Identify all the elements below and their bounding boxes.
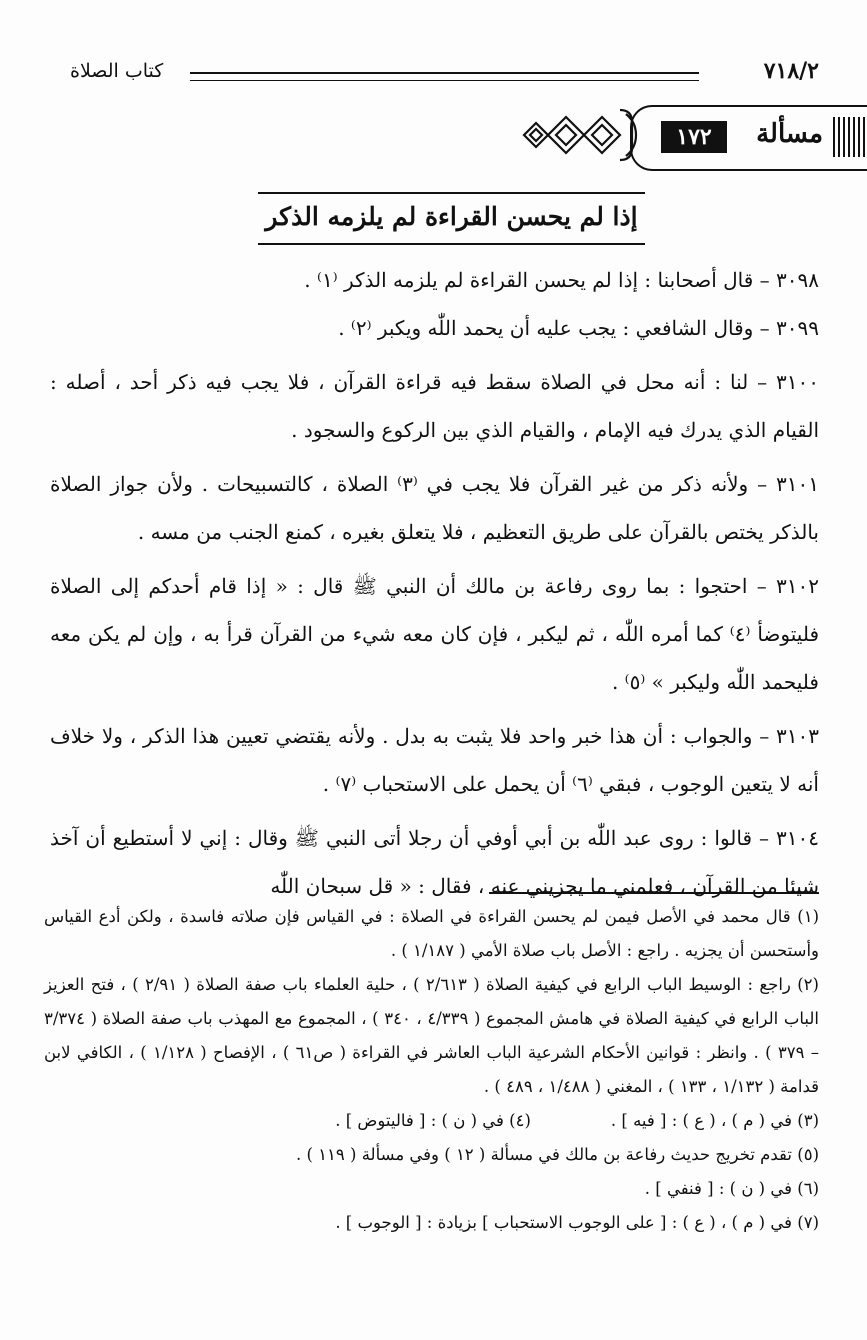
book-title: كتاب الصلاة [70,60,164,82]
chapter-title: إذا لم يحسن القراءة لم يلزمه الذكر [258,192,645,245]
masala-banner [630,105,867,171]
footnote-2: (٢) راجع : الوسيط الباب الرابع في كيفية الصلاة ( ٢/٦١٣ ) ، حلية العلماء باب صفة الصلاة ( ٢/٩١ ) ، فتح العزيز الباب الرابع في كيفية الصلاة في هامش المجموع ( ٤/٣٣٩ ، ٣٤٠ ) ، المجموع مع المهذب باب صفة الصلاة ( ٣/٣٧٤ – ٣٧٩ ) . وانظر : قوانين الأحكام الشرعية الباب العاشر في القراءة ( ص٦١ ) ، الإفصاح ( ١/١٢٨ ) ، الكافي لابن قدامة ( ١/١٣٢ ، ١٣٣ ) ، المغني ( ١/٤٨٨ ، ٤٨٩ ) . [44,975,820,1096]
paragraph-3104: ٣١٠٤ – قالوا : روى عبد اللّٰه بن أبي أوفي أن رجلا أتى النبي ﷺ وقال : إني لا أستطيع أن آخذ شيئا من القرآن ، فعلمني ما يجزيني عنه ، فقال : « قل سبحان اللّٰه [50,826,819,898]
footnote-7: (٧) في ( م ) ، ( ع ) : [ على الوجوب الاستحباب ] بزيادة : [ الوجوب ] . [335,1213,819,1232]
header-rule [190,72,699,81]
main-text [50,256,819,910]
paragraph-3100: ٣١٠٠ – لنا : أنه محل في الصلاة سقط فيه قراءة القرآن ، فلا يجب فيه ذكر أحد ، أصله : القيام الذي يدرك فيه الإمام ، والقيام الذي بين الركوع والسجود . [50,370,819,442]
knot-ornament [520,100,644,170]
masala-label: مسألة [756,119,823,149]
footnote-4: (٤) في ( ن ) : [ فالیتوض ] . [335,1111,531,1130]
paragraph-3103: ٣١٠٣ – والجواب : أن هذا خبر واحد فلا يثبت به بدل . ولأنه يقتضي تعيين هذا الذكر ، ولا خلاف أنه لا يتعين الوجوب ، فبقي ⁽٦⁾ أن يحمل على الاستحباب ⁽٧⁾ . [50,724,819,796]
footnote-divider [489,892,819,894]
paragraph-3102: ٣١٠٢ – احتجوا : بما روى رفاعة بن مالك أن النبي ﷺ قال : « إذا قام أحدكم إلى الصلاة فليتوضأ ⁽٤⁾ كما أمره اللّٰه ، ثم ليكبر ، فإن كان معه شيء من القرآن قرأ به ، وإن لم يكن معه فليحمد اللّٰه وليكبر » ⁽٥⁾ . [50,574,819,694]
footnote-row-3-4 [44,1104,819,1138]
page-number: ٧١٨/٢ [763,58,819,84]
footnote-1: (١) قال محمد في الأصل فيمن لم يحسن القراءة في الصلاة : في القياس فإن صلاته فاسدة ، ولكن أدع القياس وأستحسن أن يجزيه . راجع : الأصل باب صلاة الأمي ( ١/١٨٧ ) . [44,907,819,960]
banner-bars-ornament [833,117,867,157]
paragraph-3099: ٣٠٩٩ – وقال الشافعي : يجب عليه أن يحمد اللّٰه ويكبر ⁽٢⁾ . [338,316,819,340]
footnotes [44,900,819,1240]
footnote-3: (٣) في ( م ) ، ( ع ) : [ فيه ] . [610,1111,819,1130]
footnote-5: (٥) تقدم تخريج حديث رفاعة بن مالك في مسألة ( ١٢ ) وفي مسألة ( ١١٩ ) . [296,1145,819,1164]
paragraph-3101: ٣١٠١ – ولأنه ذكر من غير القرآن فلا يجب في ⁽٣⁾ الصلاة ، كالتسبيحات . ولأن جواز الصلاة بالذكر يختص بالقرآن على طريق التعظيم ، فلا يتعلق بغيره ، كمنع الجنب من مسه . [50,472,819,544]
masala-number: ١٧٢ [661,121,727,153]
running-header [70,58,819,88]
paragraph-3098: ٣٠٩٨ – قال أصحابنا : إذا لم يحسن القراءة لم يلزمه الذكر ⁽١⁾ . [304,268,819,292]
footnote-6: (٦) في ( ن ) : [ فنفي ] . [644,1179,819,1198]
